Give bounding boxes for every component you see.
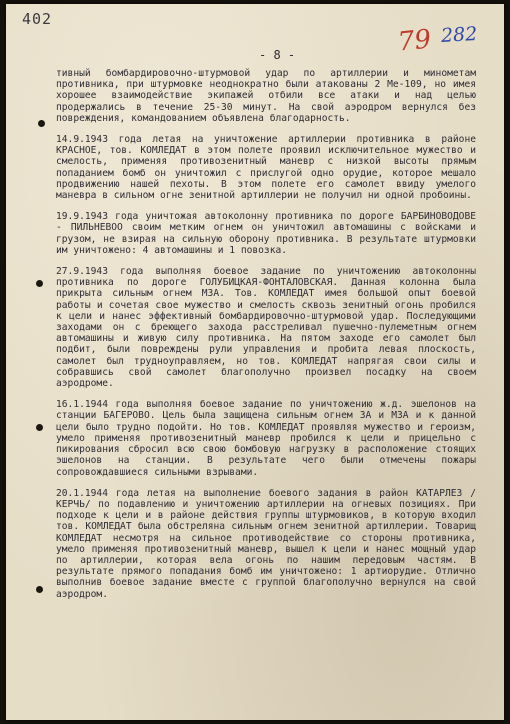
binding-hole — [38, 120, 45, 127]
page-marker: - 8 - — [259, 48, 296, 62]
archive-number: 402 — [22, 10, 53, 28]
document-page — [6, 4, 504, 720]
body-text — [56, 68, 476, 610]
paragraph: 16.1.1944 года выполняя боевое задание по уничтожению ж.д. эшелонов на станции БАГЕРОВО. Цель была защищена сильным огнем ЗА и МЗА и к данной цели было трудно подойти. Но тов. КОМЛЕДАТ проявляя мужество и героизм, умело применяя противозенитный маневр пробился к цели и прицельно с пикирования сбросил всю свою бомбовую нагрузку в расположение стоящих эшелонов на станции. В результате чего были отмечены пожары сопровождавшиеся сильными взрывами. — [56, 399, 476, 478]
paragraph: 19.9.1943 года уничтожая автоколонну противника по дороге БАРБИНОВОДОВЕ - ПИЛЬНЕВОО своим метким огнем он уничтожил автомашины с войсками и грузом, не взирая на сильную оборону противника. В результате штурмовки им уничтожено: 4 автомашины и 1 повозка. — [56, 211, 476, 256]
paragraph: 14.9.1943 года летая на уничтожение артиллерии противника в районе КРАСНОЕ, тов. КОМЛЕДАТ в этом полете проявил исключительное мужество и смелость, применяя противозенитный маневр с низкой высоты прямым попаданием бомб он уничтожил с прислугой одно орудие, которое мешало продвижению нашей пехоты. В этом полете его самолет ввиду умелого маневра в сильном огне зенитной артиллерии не получил ни одной пробоины. — [56, 134, 476, 202]
handwritten-number: 79 — [396, 24, 433, 58]
binding-hole — [36, 424, 43, 431]
binding-hole — [36, 586, 43, 593]
paragraph: 27.9.1943 года выполняя боевое задание по уничтожению автоколонны противника по дороге ГОЛУБИЦКАЯ-ФОНТАЛОВСКАЯ. Данная колонна была прикрыта сильным огнем МЗА. Тов. КОМЛЕДАТ имея большой опыт боевой работы и сочетая свое мужество и смелость сквозь зенитный огонь пробился к цели и нанес эффективный бомбардировочно-штурмовой удар. Последующими заходами он с бреющего захода расстреливал пушечно-пулеметным огнем автомашины и живую силу противника. На пятом заходе его самолет был подбит, были повреждены рули управления и пробита левая плоскость, самолет был трудноуправляем, но тов. КОМЛЕДАТ напрягая свои силы и собравшись свой самолет благополучно произвел посадку на своем аэродроме. — [56, 266, 476, 390]
paragraph: тивный бомбардировочно-штурмовой удар по артиллерии и минометам противника, при штурмовке неоднократно были атакованы 2 Ме-109, но имея хорошее взаимодействие экипажей отбили все атаки и над целью продержались в течение 25-30 минут. На свой аэродром вернулся без повреждения, командованием объявлена благодарность. — [56, 68, 476, 124]
binding-hole — [36, 280, 43, 287]
paragraph: 20.1.1944 года летая на выполнение боевого задания в район КАТАРЛЕЗ /КЕРЧЬ/ по подавлению и уничтожению артиллерии на огневых позициях. При подходе к цели и в районе действия группы штурмовиков, в которую входил тов. КОМЛЕДАТ была обстреляна сильным огнем зенитной артиллерии. Товарищ КОМЛЕДАТ несмотря на сильное противодействие со стороны противника, умело применяя противозенитный маневр, вышел к цели и нанес мощный удар по артиллерии, которая вела огонь по нашим передовым частям. В результате прямого попадания бомб им уничтожено: 1 артиорудие. Отлично выполнив боевое задание вместе с группой благополучно вернулся на свой аэродром. — [56, 487, 476, 600]
handwritten-sheet-number: 282 — [440, 23, 478, 47]
